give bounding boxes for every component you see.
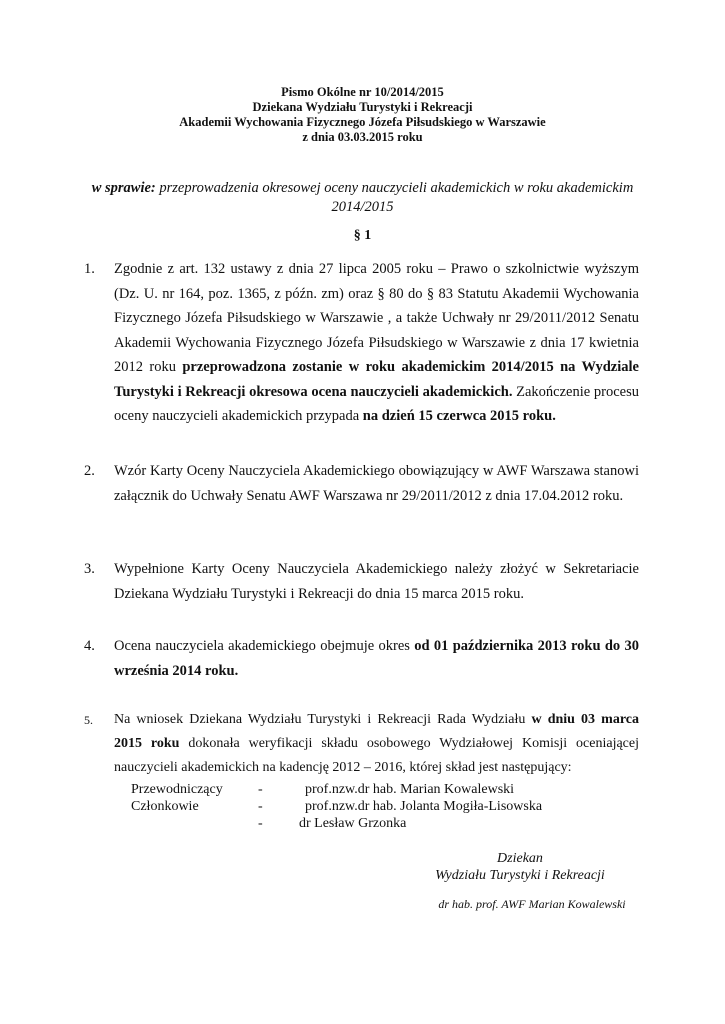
item-text xyxy=(114,257,639,429)
committee-dash: - xyxy=(258,816,263,831)
list-item xyxy=(84,708,639,780)
section-mark: § 1 xyxy=(353,228,372,243)
item-text-part: Zgodnie z art. 132 ustawy z dnia 27 lipca 2005 roku – Prawo o szkolnictwie wyższym (Dz. U. nr 164, poz. 1365, z późn. zm) oraz § 80 do § 83 Statutu Akademii Wychowania Fizycznego Józefa Piłsudskiego w Warszawie , a także Uchwały nr 29/2011/2012 Senatu Akademii Wychowania Fizycznego Józefa Piłsudskiego w Warszawie z dnia 17 kwietnia 2012 roku xyxy=(114,261,639,375)
committee-member-name: prof.nzw.dr hab. Marian Kowalewski xyxy=(305,782,515,797)
list-item xyxy=(84,459,639,509)
item-text xyxy=(114,708,639,780)
item-number: 1. xyxy=(84,261,95,277)
item-number: 2. xyxy=(84,463,95,479)
deadline-date: na dzień 15 czerwca 2015 roku. xyxy=(362,408,556,424)
header-institution: Akademii Wychowania Fizycznego Józefa Piłsudskiego w Warszawie xyxy=(179,115,546,129)
item-number: 4. xyxy=(84,638,95,654)
committee-member-name: dr Lesław Grzonka xyxy=(299,816,407,831)
item-text-part: Zakończenie procesu oceny nauczycieli akademickich przypada xyxy=(114,383,639,424)
signer-name: dr hab. prof. AWF Marian Kowalewski xyxy=(438,897,626,911)
committee-role: Członkowie xyxy=(131,799,199,814)
committee-role: Przewodniczący xyxy=(131,782,223,797)
header-date: z dnia 03.03.2015 roku xyxy=(302,130,423,144)
item-number: 3. xyxy=(84,561,95,577)
subject-text: przeprowadzenia okresowej oceny nauczycieli akademickich w roku akademickim 2014/2015 xyxy=(159,180,634,215)
subject-line xyxy=(80,179,645,217)
item-text-part: dokonała weryfikacji składu osobowego Wydziałowej Komisji oceniającej nauczycieli akademickich na kadencję 2012 – 2016, której skład jest następujący: xyxy=(114,736,639,775)
list-item xyxy=(84,557,639,607)
item-number: 5. xyxy=(84,713,93,727)
meeting-date: w dniu 03 marca 2015 roku xyxy=(114,712,639,751)
item-text xyxy=(114,634,639,684)
header-issuer: Dziekana Wydziału Turystyki i Rekreacji xyxy=(252,100,473,114)
list-item xyxy=(84,257,639,429)
committee-member-name: prof.nzw.dr hab. Jolanta Mogiła-Lisowska xyxy=(305,799,543,814)
document-header xyxy=(0,85,725,145)
signature-block xyxy=(420,850,620,884)
item-text-bold: przeprowadzona zostanie w roku akademickim 2014/2015 na Wydziale Turystyki i Rekreacji okresowa ocena nauczycieli akademickich. xyxy=(114,359,639,400)
item-text: Wypełnione Karty Oceny Nauczyciela Akademickiego należy złożyć w Sekretariacie Dziekana Wydziału Turystyki i Rekreacji do dnia 15 marca 2015 roku. xyxy=(114,561,639,602)
header-title: Pismo Okólne nr 10/2014/2015 xyxy=(281,85,444,99)
signature-unit: Wydziału Turystyki i Rekreacji xyxy=(435,868,605,883)
subject-lead: w sprawie: xyxy=(91,180,156,196)
evaluation-period: od 01 października 2013 roku do 30 września 2014 roku. xyxy=(114,638,639,679)
committee-dash: - xyxy=(258,799,263,814)
item-text-part: Na wniosek Dziekana Wydziału Turystyki i Rekreacji Rada Wydziału xyxy=(114,712,526,727)
signature-title: Dziekan xyxy=(497,851,543,866)
list-item xyxy=(84,634,639,684)
item-text-part: Ocena nauczyciela akademickiego obejmuje okres xyxy=(114,638,410,654)
item-text: Wzór Karty Oceny Nauczyciela Akademickiego obowiązujący w AWF Warszawa stanowi załącznik do Uchwały Senatu AWF Warszawa nr 29/2011/2012 z dnia 17.04.2012 roku. xyxy=(114,463,639,504)
committee-dash: - xyxy=(258,782,263,797)
